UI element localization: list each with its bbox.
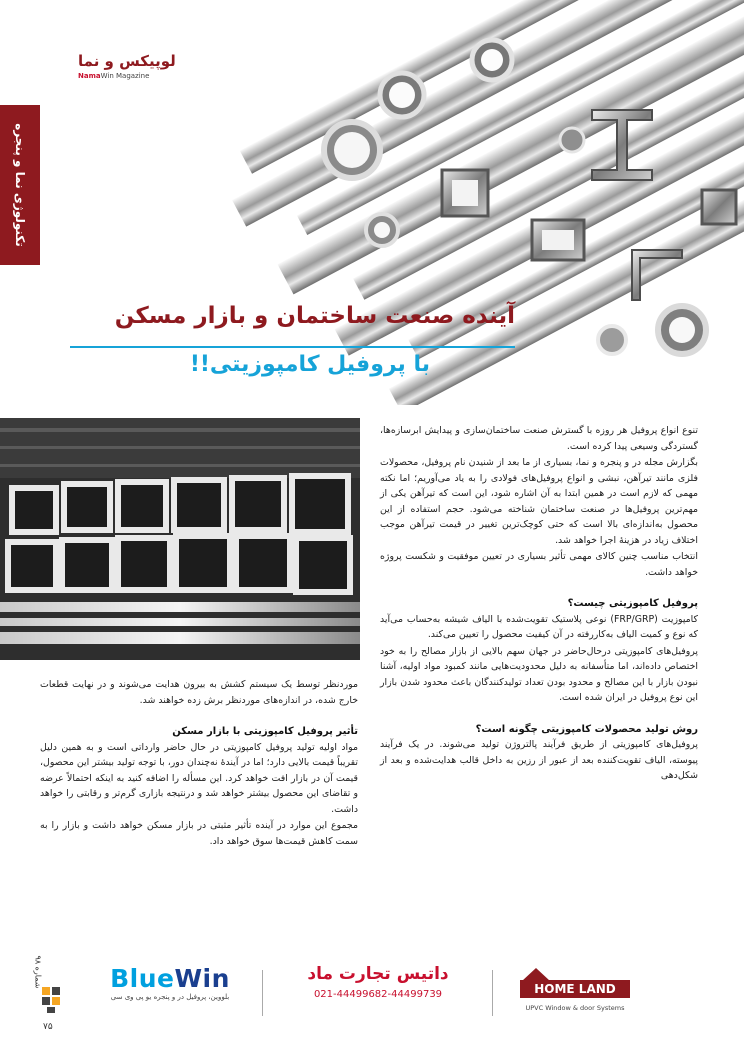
datis-name: داتیس تجارت ماد	[307, 964, 449, 984]
bluewin-ad[interactable]	[95, 964, 245, 1024]
homeland-ad[interactable]	[500, 966, 650, 1022]
metal-profiles-illustration	[232, 0, 744, 405]
paragraph: بگزارش مجله در و پنجره و نما، بسیاری از ما بعد از شنیدن نام پروفیل، محصولات فلزی مانند تیرآهن، نبشی و انواع پروفیل‌های فولادی را به یاد می‌آوریم؛ اما نکته مهمی که لازم است در همین ابتدا به آن اشاره شود، این است که تیرآهن یکی از مهم‌ترین پروفیل‌ها در صنعت ساختمان شناخته می‌شود. حجم استفاده از این محصول به‌اندازه‌ای بالا است که حتی کوچک‌ترین تغییر در قیمت تیرآهن موجب اختلاف زیاد در هزینهٔ اجرا خواهد شد.	[380, 457, 698, 546]
article-title: آینده صنعت ساختمان و بازار مسکن	[114, 303, 515, 329]
paragraph: پروفیل‌های کامپوزیتی درحال‌حاضر در جهان سهم بالایی از بازار مصالح را به خود اختصاص داده‌اند، اما متأسفانه به دلیل محدودیت‌هایی مانند کمبود مواد اولیه، آشنا نبودن بازار با این مصالح و محدود بودن تعداد تولیدکنندگان باعث محدود شدن بازار این نوع پروفیل در ایران شده است.	[380, 645, 698, 703]
paragraph: انتخاب مناسب چنین کالای مهمی تأثیر بسیاری در تعیین موفقیت و شکست پروژه خواهد داشت.	[380, 551, 698, 578]
article-column-left	[40, 677, 358, 850]
paragraph: پروفیل‌های کامپوزیتی از طریق فرآیند پالتروژن تولید می‌شوند. در یک فرآیند پیوسته، الیاف تقویت‌کننده بعد از عبور از رزین به داخل قالب هدایت‌شده و بعد از شکل‌دهی	[380, 739, 698, 781]
paragraph: مواد اولیه تولید پروفیل کامپوزیتی در حال حاضر وارداتی است و به همین دلیل تقریباً قیمت بالایی دارد؛ اما در آیندهٔ نه‌چندان دور، با توجه تولید بیشتر این محصول، قیمت آن در بازار افت خواهد کرد. این مسأله را اضافه کنید به اینکه احتمالاً عرضه و تقاضای این محصول بیشتر خواهد شد و درنتیجه بازاری گرم‌تر و رقابتی را خواهد داشت.	[40, 741, 358, 815]
magazine-logo-subtitle: NamaWin Magazine	[78, 72, 150, 80]
paragraph: کامپوزیت (FRP/GRP) نوعی پلاستیک تقویت‌شده با الیاف شیشه به‌حساب می‌آید که نوع و کمیت الیاف به‌کاررفته در آن کیفیت محصول را تعیین می‌کند.	[380, 613, 699, 640]
datis-ad[interactable]	[278, 964, 478, 1024]
datis-phone: 021-44499682-44499739	[313, 989, 443, 1000]
steel-tubes-photo	[0, 418, 360, 660]
article-subtitle: با پروفیل کامپوزیتی!!	[189, 352, 430, 377]
bluewin-tagline: بلووین، پروفیل در و پنجره یو پی وی سی	[110, 993, 230, 1001]
magazine-logo-name: لوپیکس و نما	[78, 52, 176, 70]
homeland-logo: HOME LAND	[520, 980, 630, 998]
paragraph: تنوع انواع پروفیل هر روزه با گسترش صنعت ساختمان‌سازی و پیدایش ابرسازه‌ها، گستردگی وسیعی پیدا کرده است.	[380, 425, 698, 452]
section-heading: روش تولید محصولات کامپوزیتی چگونه است؟	[475, 723, 698, 735]
hero-image-metal-profiles	[232, 0, 744, 405]
title-divider	[70, 346, 515, 348]
ad-divider	[492, 970, 493, 1016]
issue-label: شماره ۹۸	[33, 955, 43, 989]
section-heading: تأثیر پروفیل کامپوزیتی با بازار مسکن	[172, 726, 358, 737]
paragraph: موردنظر توسط یک سیستم کشش به بیرون هدایت می‌شوند و در نهایت قطعات خارج شده، در اندازه‌های موردنظر برش زده خواهند شد.	[40, 679, 358, 706]
magazine-mark-icon	[40, 985, 62, 1015]
ad-divider	[262, 970, 263, 1016]
magazine-logo	[78, 52, 176, 92]
homeland-subtitle: UPVC Window & door Systems	[525, 1004, 625, 1012]
section-side-tab	[0, 105, 40, 265]
section-side-tab-label: تکنولوژی نما و پنجره	[13, 123, 27, 247]
bluewin-logo: BlueWin	[110, 964, 230, 993]
section-heading: پروفیل کامپوزیتی چیست؟	[567, 598, 698, 609]
page-number: ۷۵	[43, 1022, 53, 1032]
steel-tubes-illustration	[0, 418, 360, 660]
article-column-right	[380, 423, 698, 785]
paragraph: مجموع این موارد در آینده تأثیر مثبتی در بازار مسکن خواهد داشت و بازار را به سمت کاهش قیمت‌ها سوق خواهد داد.	[40, 820, 358, 847]
